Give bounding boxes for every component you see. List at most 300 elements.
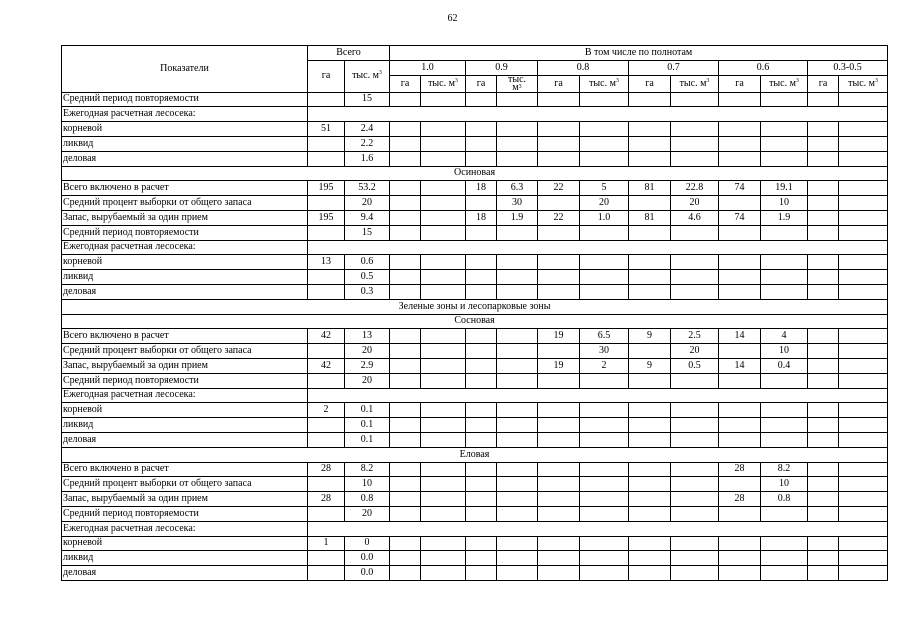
table-cell [390, 329, 421, 344]
table-cell [421, 462, 466, 477]
section-title: Сосновая [62, 314, 888, 329]
table-cell [719, 403, 761, 418]
table-cell [421, 403, 466, 418]
header-unit-ha: га [538, 75, 580, 92]
table-cell [671, 418, 719, 433]
table-cell [839, 432, 888, 447]
table-cell [390, 418, 421, 433]
table-cell: 30 [497, 196, 538, 211]
table-cell [421, 136, 466, 151]
table-cell [719, 373, 761, 388]
table-cell [761, 373, 808, 388]
table-cell [466, 403, 497, 418]
table-cell [580, 506, 629, 521]
table-cell [671, 462, 719, 477]
table-cell [808, 566, 839, 581]
table-cell [421, 551, 466, 566]
table-cell [839, 536, 888, 551]
table-cell [421, 506, 466, 521]
table-cell [719, 122, 761, 137]
table-cell: 4 [761, 329, 808, 344]
table-cell [761, 225, 808, 240]
table-cell: 20 [345, 373, 390, 388]
table-cell [421, 566, 466, 581]
table-cell [808, 506, 839, 521]
table-cell [580, 432, 629, 447]
table-cell: 20 [671, 344, 719, 359]
table-cell: 0.4 [761, 358, 808, 373]
row-label: деловая [62, 566, 308, 581]
table-cell [761, 432, 808, 447]
table-cell [308, 92, 345, 107]
table-cell [808, 122, 839, 137]
table-cell [629, 477, 671, 492]
table-cell [538, 122, 580, 137]
row-span-cell [308, 521, 888, 536]
table-cell [671, 432, 719, 447]
table-cell: 0.1 [345, 432, 390, 447]
table-cell [629, 136, 671, 151]
header-total-ha: га [308, 60, 345, 92]
table-cell [390, 506, 421, 521]
table-cell [466, 566, 497, 581]
table-cell: 9 [629, 329, 671, 344]
table-cell [538, 506, 580, 521]
header-unit-thous-m3: тыс. $м^3$ [761, 75, 808, 92]
table-cell: 10 [761, 196, 808, 211]
header-unit-thous-m3: тыс. $м^3$ [671, 75, 719, 92]
table-cell [390, 403, 421, 418]
table-cell [719, 536, 761, 551]
table-cell [421, 358, 466, 373]
table-cell: 18 [466, 181, 497, 196]
table-cell [671, 506, 719, 521]
table-row [62, 181, 888, 196]
table-cell [466, 358, 497, 373]
table-cell [719, 566, 761, 581]
table-cell [761, 506, 808, 521]
table-cell [808, 136, 839, 151]
table-cell [308, 225, 345, 240]
table-cell [421, 92, 466, 107]
table-cell [761, 151, 808, 166]
table-row [62, 388, 888, 403]
table-cell [308, 373, 345, 388]
table-cell [421, 225, 466, 240]
row-label: деловая [62, 284, 308, 299]
header-density: 0.8 [538, 60, 629, 75]
table-cell: 13 [345, 329, 390, 344]
table-cell [839, 196, 888, 211]
table-cell [538, 551, 580, 566]
table-row [62, 151, 888, 166]
table-cell [671, 403, 719, 418]
table-cell [839, 136, 888, 151]
table-cell: 4.6 [671, 210, 719, 225]
row-label: Средний процент выборки от общего запаса [62, 196, 308, 211]
table-cell [580, 462, 629, 477]
table-cell [808, 92, 839, 107]
table-row [62, 225, 888, 240]
table-row [62, 122, 888, 137]
table-cell [466, 255, 497, 270]
row-label: Запас, вырубаемый за один прием [62, 492, 308, 507]
table-cell [580, 403, 629, 418]
table-cell [497, 432, 538, 447]
table-row [62, 136, 888, 151]
table-cell [308, 196, 345, 211]
table-cell [671, 566, 719, 581]
table-cell: 1.0 [580, 210, 629, 225]
table-cell [839, 181, 888, 196]
table-cell [308, 136, 345, 151]
table-cell [671, 151, 719, 166]
row-label: Ежегодная расчетная лесосека: [62, 388, 308, 403]
table-cell: 20 [345, 344, 390, 359]
table-cell [629, 506, 671, 521]
table-cell: 20 [580, 196, 629, 211]
row-label: Ежегодная расчетная лесосека: [62, 521, 308, 536]
table-row [62, 418, 888, 433]
table-cell [497, 492, 538, 507]
table-cell: 20 [345, 196, 390, 211]
table-cell [308, 270, 345, 285]
table-cell [580, 477, 629, 492]
table-cell [390, 270, 421, 285]
table-cell [538, 566, 580, 581]
table-cell [497, 358, 538, 373]
table-cell: 0.1 [345, 418, 390, 433]
row-label: корневой [62, 255, 308, 270]
table-cell [466, 506, 497, 521]
row-span-cell [308, 388, 888, 403]
table-cell [671, 492, 719, 507]
table-cell [839, 329, 888, 344]
table-row [62, 329, 888, 344]
table-cell [629, 566, 671, 581]
row-label: Средний процент выборки от общего запаса [62, 477, 308, 492]
row-label: ликвид [62, 270, 308, 285]
table-cell [808, 270, 839, 285]
table-cell: 22 [538, 210, 580, 225]
section-title: Осиновая [62, 166, 888, 181]
table-cell: 2 [580, 358, 629, 373]
table-cell: 2.5 [671, 329, 719, 344]
row-label: Средний период повторяемости [62, 373, 308, 388]
table-cell [421, 151, 466, 166]
table-cell [538, 492, 580, 507]
table-cell: 5 [580, 181, 629, 196]
table-row [62, 506, 888, 521]
forest-harvest-table [61, 45, 888, 581]
table-cell [390, 225, 421, 240]
table-cell [390, 92, 421, 107]
table-cell [497, 418, 538, 433]
table-row [62, 344, 888, 359]
table-cell [671, 136, 719, 151]
table-cell [808, 329, 839, 344]
table-cell [497, 403, 538, 418]
table-cell [808, 358, 839, 373]
table-cell [719, 92, 761, 107]
table-cell: 2 [308, 403, 345, 418]
table-cell [761, 536, 808, 551]
table-cell [497, 551, 538, 566]
table-cell [538, 151, 580, 166]
table-cell: 22 [538, 181, 580, 196]
table-cell [421, 196, 466, 211]
table-cell [719, 196, 761, 211]
table-cell: 53.2 [345, 181, 390, 196]
table-cell [629, 373, 671, 388]
table-cell: 0.8 [345, 492, 390, 507]
table-cell [421, 181, 466, 196]
table-cell [538, 270, 580, 285]
table-cell [719, 418, 761, 433]
table-cell [761, 551, 808, 566]
table-cell [761, 136, 808, 151]
table-cell [719, 344, 761, 359]
table-cell [538, 255, 580, 270]
table-cell [308, 151, 345, 166]
table-cell [580, 225, 629, 240]
table-cell [466, 477, 497, 492]
table-cell [421, 344, 466, 359]
table-cell [497, 329, 538, 344]
table-cell [497, 506, 538, 521]
table-cell [390, 373, 421, 388]
table-cell [538, 196, 580, 211]
row-label: Средний период повторяемости [62, 506, 308, 521]
table-row [62, 240, 888, 255]
table-cell [538, 284, 580, 299]
header-unit-ha: га [808, 75, 839, 92]
table-cell: 42 [308, 358, 345, 373]
table-cell [808, 284, 839, 299]
table-cell [629, 344, 671, 359]
table-cell [466, 136, 497, 151]
row-label: Средний период повторяемости [62, 225, 308, 240]
table-cell: 2.4 [345, 122, 390, 137]
table-cell [629, 270, 671, 285]
table-cell [580, 566, 629, 581]
table-cell [808, 373, 839, 388]
table-cell [808, 462, 839, 477]
table-row [62, 358, 888, 373]
table-cell [671, 477, 719, 492]
table-cell [839, 477, 888, 492]
row-label: деловая [62, 432, 308, 447]
row-label: Всего включено в расчет [62, 181, 308, 196]
table-cell [839, 566, 888, 581]
table-cell [580, 136, 629, 151]
table-cell [629, 92, 671, 107]
table-cell [497, 373, 538, 388]
row-label: Всего включено в расчет [62, 462, 308, 477]
table-cell [390, 477, 421, 492]
table-cell [629, 432, 671, 447]
row-label: корневой [62, 403, 308, 418]
table-cell: 20 [671, 196, 719, 211]
table-cell [580, 122, 629, 137]
table-cell [421, 284, 466, 299]
table-cell: 10 [761, 344, 808, 359]
table-cell [538, 225, 580, 240]
table-cell [719, 432, 761, 447]
table-cell [497, 566, 538, 581]
table-cell [808, 432, 839, 447]
table-cell [421, 373, 466, 388]
row-label: Ежегодная расчетная лесосека: [62, 240, 308, 255]
table-cell [839, 506, 888, 521]
table-row [62, 196, 888, 211]
table-cell [808, 255, 839, 270]
table-cell [839, 462, 888, 477]
table-cell [629, 462, 671, 477]
table-cell [497, 536, 538, 551]
table-cell [390, 181, 421, 196]
header-total-thous-m3: тыс. $м^3$ [345, 60, 390, 92]
header-unit-ha: га [390, 75, 421, 92]
table-cell [421, 210, 466, 225]
table-cell [466, 462, 497, 477]
table-cell [629, 284, 671, 299]
row-span-cell [308, 240, 888, 255]
section-title: Еловая [62, 447, 888, 462]
header-unit-thous-m3: тыс. $м^3$ [839, 75, 888, 92]
table-cell [308, 418, 345, 433]
row-label: ликвид [62, 551, 308, 566]
table-cell [390, 566, 421, 581]
table-cell: 51 [308, 122, 345, 137]
table-cell: 6.5 [580, 329, 629, 344]
table-cell [497, 284, 538, 299]
table-row [62, 270, 888, 285]
table-cell [671, 92, 719, 107]
row-label: Запас, вырубаемый за один прием [62, 210, 308, 225]
table-cell [497, 225, 538, 240]
table-row [62, 447, 888, 462]
table-cell [761, 122, 808, 137]
table-cell [671, 270, 719, 285]
table-cell: 42 [308, 329, 345, 344]
table-cell [466, 373, 497, 388]
table-cell [629, 255, 671, 270]
table-cell [629, 151, 671, 166]
table-cell: 195 [308, 210, 345, 225]
table-cell: 1 [308, 536, 345, 551]
row-label: Средний период повторяемости [62, 92, 308, 107]
table-cell [808, 536, 839, 551]
table-cell: 28 [308, 492, 345, 507]
header-unit-thous-m3: тыс. $м^3$ [421, 75, 466, 92]
table-cell: 74 [719, 181, 761, 196]
table-cell [390, 536, 421, 551]
table-cell: 0.6 [345, 255, 390, 270]
table-cell [466, 536, 497, 551]
table-row [62, 107, 888, 122]
row-label: ликвид [62, 136, 308, 151]
table-cell: 19.1 [761, 181, 808, 196]
page-number: 62 [447, 13, 458, 24]
table-cell [466, 225, 497, 240]
table-cell [580, 92, 629, 107]
table-cell [390, 344, 421, 359]
table-row [62, 566, 888, 581]
table-cell [839, 418, 888, 433]
table-cell [421, 536, 466, 551]
table-cell [466, 344, 497, 359]
table-cell [719, 151, 761, 166]
table-cell [808, 225, 839, 240]
table-cell [538, 477, 580, 492]
table-cell [839, 358, 888, 373]
table-cell [308, 506, 345, 521]
table-cell [497, 122, 538, 137]
table-cell [308, 284, 345, 299]
table-cell [580, 492, 629, 507]
table-cell: 19 [538, 329, 580, 344]
table-row [62, 210, 888, 225]
header-indicators: Показатели [62, 46, 308, 93]
table-cell [839, 255, 888, 270]
table-row [62, 373, 888, 388]
table-cell [538, 92, 580, 107]
table-cell [719, 136, 761, 151]
table-cell [629, 403, 671, 418]
table-row [62, 314, 888, 329]
table-row [62, 299, 888, 314]
table-cell [390, 210, 421, 225]
table-cell [580, 151, 629, 166]
table-cell [466, 284, 497, 299]
table-cell [580, 536, 629, 551]
table-cell [308, 566, 345, 581]
table-cell [390, 462, 421, 477]
table-cell [839, 551, 888, 566]
table-cell [580, 255, 629, 270]
table-row [62, 284, 888, 299]
table-cell [421, 329, 466, 344]
header-density: 0.6 [719, 60, 808, 75]
table-cell: 1.9 [761, 210, 808, 225]
table-cell [497, 92, 538, 107]
table-cell [421, 477, 466, 492]
table-row [62, 536, 888, 551]
table-cell [719, 506, 761, 521]
table-cell: 6.3 [497, 181, 538, 196]
table-cell [390, 196, 421, 211]
table-cell [719, 270, 761, 285]
table-cell [761, 270, 808, 285]
table-cell [839, 122, 888, 137]
table-cell: 19 [538, 358, 580, 373]
table-cell [761, 566, 808, 581]
table-cell: 1.6 [345, 151, 390, 166]
table-cell [466, 270, 497, 285]
table-cell [839, 225, 888, 240]
table-cell [497, 270, 538, 285]
table-cell [839, 284, 888, 299]
table-cell [671, 536, 719, 551]
table-cell: 10 [761, 477, 808, 492]
table-cell: 0.3 [345, 284, 390, 299]
table-cell [808, 210, 839, 225]
table-cell [839, 403, 888, 418]
table-cell: 30 [580, 344, 629, 359]
header-unit-thous-m3: тыс. $м^3$ [580, 75, 629, 92]
table-cell: 9.4 [345, 210, 390, 225]
